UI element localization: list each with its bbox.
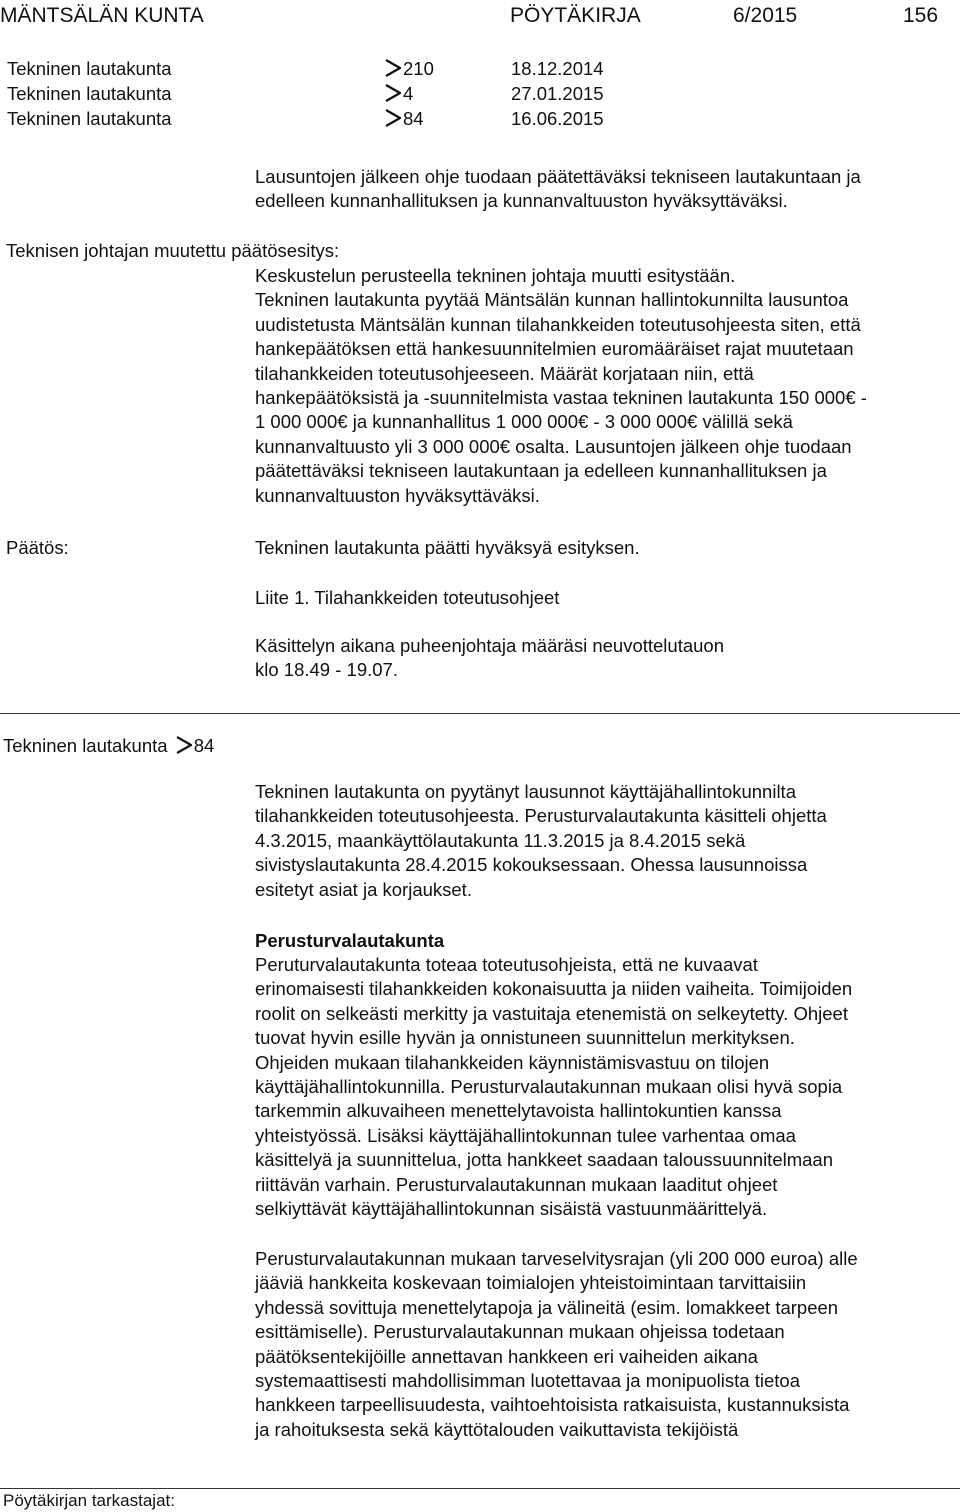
text-line: Ohjeiden mukaan tilahankkeiden käynnistämisvastuu on tilojen <box>255 1051 770 1073</box>
reference-body: Tekninen lautakunta <box>7 108 172 129</box>
reference-date: 18.12.2014 <box>511 58 604 79</box>
text-line: edelleen kunnanhallituksen ja kunnanvaltuuston hyväksyttäväksi. <box>255 190 788 212</box>
reference-section-number: 4 <box>403 83 414 104</box>
reference-section <box>385 57 434 81</box>
text-line: päätöksentekijöille annettavan hankkeen eri vaiheiden aikana <box>255 1345 758 1367</box>
amended-proposal-text <box>255 264 867 508</box>
reference-section-number: 210 <box>403 58 434 79</box>
section-divider <box>0 713 960 714</box>
text-line: käsittelyä ja suunnittelua, jotta hankkeet saadaan taloussuunnitelmaan <box>255 1149 833 1171</box>
text-line: klo 18.49 - 19.07. <box>255 659 398 681</box>
text-line: Tekninen lautakunta pyytää Mäntsälän kunnan hallintokunnilta lausuntoa <box>255 289 849 311</box>
text-line: 1 000 000€ ja kunnanhallitus 1 000 000€ - 3 000 000€ välillä sekä <box>255 411 793 433</box>
text-line: hankepäätöksistä ja -suunnitelmista vastaa tekninen lautakunta 150 000€ - <box>255 386 867 408</box>
text-line: systemaattisesti mahdollisimman luotettavaa ja monipuolista tietoa <box>255 1369 800 1391</box>
text-line: Tekninen lautakunta on pyytänyt lausunnot käyttäjähallintokunnilta <box>255 781 796 802</box>
minutes-checkers-label: Pöytäkirjan tarkastajat: <box>3 1491 175 1510</box>
document-type: PÖYTÄKIRJA <box>510 4 641 27</box>
text-line: Keskustelun perusteella tekninen johtaja muutti esitystään. <box>255 265 736 286</box>
decision-label: Päätös: <box>6 537 69 558</box>
reference-body: Tekninen lautakunta <box>7 83 172 104</box>
reference-date: 16.06.2015 <box>511 108 604 129</box>
municipality-name: MÄNTSÄLÄN KUNTA <box>0 4 204 27</box>
amended-proposal-label: Teknisen johtajan muutettu päätösesitys: <box>6 240 340 261</box>
subheading: Perusturvalautakunta <box>255 930 445 951</box>
text-line: tilahankkeiden toteutusohjeesta. Perusturvalautakunta käsitteli ohjetta <box>255 805 827 827</box>
section-sign-icon <box>385 57 401 79</box>
text-line: uudistetusta Mäntsälän kunnan tilahankkeiden toteutusohjeesta siten, että <box>255 313 861 335</box>
meeting-break-note <box>255 634 724 683</box>
text-line: Lausuntojen jälkeen ohje tuodaan päätettäväksi tekniseen lautakuntaan ja <box>255 166 861 187</box>
statement-paragraph <box>255 953 852 1221</box>
text-line: käyttäjähallintokunnilla. Perusturvalautakunnan mukaan olisi hyvä sopia <box>255 1075 843 1097</box>
text-line: selkiyttävät käyttäjähallintokunnan sisäistä vastuunmäärittelyä. <box>255 1197 768 1219</box>
section-intro-paragraph <box>255 780 827 902</box>
text-line: Perusturvalautakunnan mukaan tarveselvitysrajan (yli 200 000 euroa) alle <box>255 1248 858 1269</box>
reference-section <box>385 82 413 106</box>
reference-section-number: 84 <box>403 108 424 129</box>
text-line: esittämiselle). Perusturvalautakunnan mukaan ohjeissa todetaan <box>255 1321 785 1343</box>
text-line: hankepäätöksen että hankesuunnitelmien euromääräiset rajat muutetaan <box>255 338 854 360</box>
text-line: Käsittelyn aikana puheenjohtaja määräsi neuvottelutauon <box>255 635 724 656</box>
section-sign-icon <box>385 82 401 104</box>
section-heading-number: 84 <box>193 735 215 756</box>
text-line: hankkeen tarpeellisuudesta, vaihtoehtoisista ratkaisuista, kustannuksista <box>255 1394 850 1416</box>
section-heading-body: Tekninen lautakunta <box>3 735 168 756</box>
text-line: Peruturvalautakunta toteaa toteutusohjeista, että ne kuvaavat <box>255 954 758 975</box>
text-line: kunnanvaltuusto yli 3 000 000€ osalta. Lausuntojen jälkeen ohje tuodaan <box>255 435 852 457</box>
reference-date: 27.01.2015 <box>511 83 604 104</box>
intro-paragraph <box>255 165 861 214</box>
text-line: jääviä hankkeita koskevaan toimialojen yhteistoimintaan tarvittaisiin <box>255 1272 807 1294</box>
reference-section <box>385 107 424 131</box>
text-line: riittävän varhain. Perusturvalautakunnan mukaan laaditut ohjeet <box>255 1173 778 1195</box>
text-line: roolit on selkeästi merkitty ja vastuitaja etenemistä on selkeytetty. Ohjeet <box>255 1002 848 1024</box>
section-sign-icon <box>176 734 192 756</box>
text-line: tilahankkeiden toteutusohjeeseen. Määrät korjataan niin, että <box>255 362 754 384</box>
statement-paragraph <box>255 1247 858 1442</box>
text-line: tuovat hyvin esille hyvän ja onnistuneen suunnittelun merkityksen. <box>255 1027 795 1049</box>
section-sign-icon <box>385 107 401 129</box>
decision-text: Tekninen lautakunta päätti hyväksyä esityksen. <box>255 537 640 558</box>
reference-body: Tekninen lautakunta <box>7 58 172 79</box>
page-number: 156 <box>903 4 939 27</box>
attachment-reference: Liite 1. Tilahankkeiden toteutusohjeet <box>255 587 560 608</box>
text-line: erinomaisesti tilahankkeiden kokonaisuutta ja niiden vaiheita. Toimijoiden <box>255 978 853 1000</box>
text-line: yhteistyössä. Lisäksi käyttäjähallintokunnan tulee varhentaa omaa <box>255 1124 796 1146</box>
text-line: 4.3.2015, maankäyttölautakunta 11.3.2015 ja 8.4.2015 sekä <box>255 829 746 851</box>
document-issue: 6/2015 <box>733 4 798 27</box>
footer-divider <box>0 1488 960 1489</box>
text-line: ja rahoituksesta sekä käyttötalouden vaikuttavista tekijöistä <box>255 1418 739 1440</box>
text-line: tarkemmin alkuvaiheen menettelytavoista hallintokuntien kanssa <box>255 1100 782 1122</box>
section-heading <box>3 734 214 758</box>
text-line: esitetyt asiat ja korjaukset. <box>255 878 472 900</box>
text-line: päätettäväksi tekniseen lautakuntaan ja edelleen kunnanhallituksen ja <box>255 460 827 482</box>
text-line: yhdessä sovittuja menettelytapoja ja välineitä (esim. lomakkeet tarpeen <box>255 1296 839 1318</box>
text-line: sivistyslautakunta 28.4.2015 kokouksessaan. Ohessa lausunnoissa <box>255 854 808 876</box>
text-line: kunnanvaltuuston hyväksyttäväksi. <box>255 484 540 506</box>
